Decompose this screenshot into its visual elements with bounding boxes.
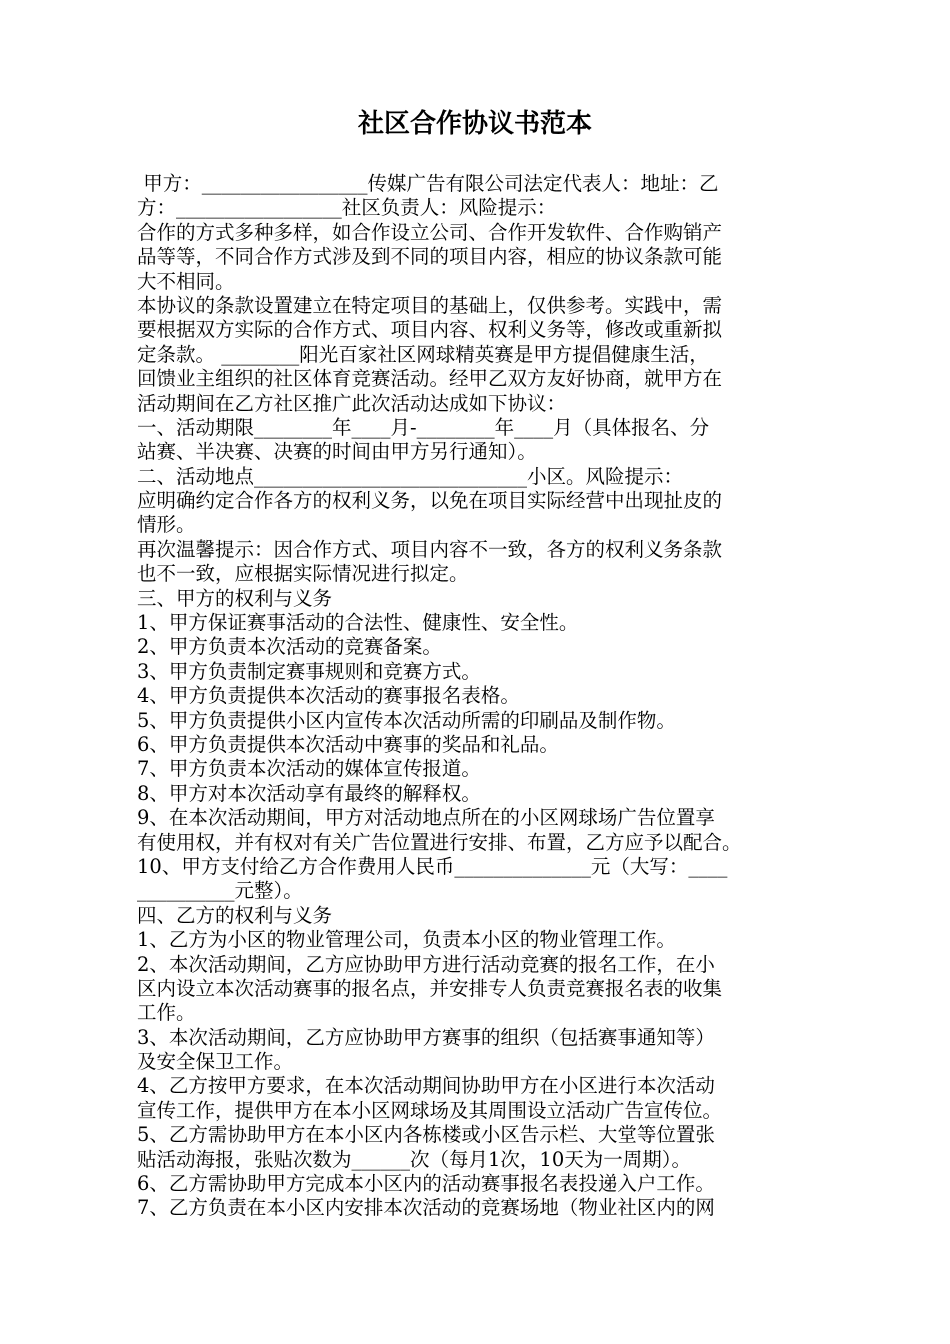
text-line: 品等等，不同合作方式涉及到不同的项目内容，相应的协议条款可能 (137, 245, 723, 269)
text-line: 区内设立本次活动赛事的报名点，并安排专人负责竞赛报名表的收集 (137, 976, 723, 1000)
text-line: 回馈业主组织的社区体育竞赛活动。经甲乙双方友好协商，就甲方在 (137, 367, 723, 391)
section-heading: 三、甲方的权利与义务 (137, 586, 333, 610)
text-line: 甲方：_________________传媒广告有限公司法定代表人：地址：乙 (137, 172, 719, 195)
text-line: 10、甲方支付给乙方合作费用人民币______________元（大写：____ (137, 854, 728, 878)
text-line: 活动期间在乙方社区推广此次活动达成如下协议： (137, 391, 567, 415)
text-line: 二、活动地点____________________________小区。风险提示： (137, 464, 684, 488)
text-line: 工作。 (137, 1001, 196, 1025)
text-line: 1、甲方保证赛事活动的合法性、健康性、安全性。 (137, 611, 579, 635)
text-line: 9、在本次活动期间，甲方对活动地点所在的小区网球场广告位置享 (137, 806, 715, 830)
text-line: 定条款。 ________阳光百家社区网球精英赛是甲方提倡健康生活， (137, 342, 709, 366)
text-line: 3、甲方负责制定赛事规则和竞赛方式。 (137, 659, 481, 683)
section-heading: 四、乙方的权利与义务 (137, 903, 333, 927)
text-line: __________元整）。 (137, 879, 303, 903)
text-line: 6、甲方负责提供本次活动中赛事的奖品和礼品。 (137, 732, 559, 756)
text-line: 4、乙方按甲方要求，在本次活动期间协助甲方在小区进行本次活动 (137, 1074, 715, 1098)
text-line: 也不一致，应根据实际情况进行拟定。 (137, 562, 469, 586)
text-line: 本协议的条款设置建立在特定项目的基础上，仅供参考。实践中，需 (137, 293, 723, 317)
text-line: 方：_________________社区负责人：风险提示： (137, 196, 557, 220)
text-line: 5、甲方负责提供小区内宣传本次活动所需的印刷品及制作物。 (137, 708, 676, 732)
text-line: 合作的方式多种多样，如合作设立公司、合作开发软件、合作购销产 (137, 220, 723, 244)
text-line: 情形。 (137, 513, 196, 537)
text-line: 应明确约定合作各方的权利义务，以免在项目实际经营中出现扯皮的 (137, 489, 723, 513)
text-line: 7、乙方负责在本小区内安排本次活动的竞赛场地（物业社区内的网 (137, 1196, 715, 1220)
text-line: 3、本次活动期间，乙方应协助甲方赛事的组织（包括赛事通知等） (137, 1025, 715, 1049)
text-line: 贴活动海报，张贴次数为______次（每月1次，10天为一周期）。 (137, 1147, 691, 1171)
text-line: 站赛、半决赛、决赛的时间由甲方另行通知）。 (137, 440, 537, 464)
text-line: 宣传工作，提供甲方在本小区网球场及其周围设立活动广告宣传位。 (137, 1098, 723, 1122)
text-line: 一、活动期限________年____月-________年____月（具体报名、分 (137, 415, 710, 439)
text-line: 2、本次活动期间，乙方应协助甲方进行活动竞赛的报名工作，在小 (137, 952, 715, 976)
text-line: 5、乙方需协助甲方在本小区内各栋楼或小区告示栏、大堂等位置张 (137, 1123, 715, 1147)
text-line: 2、甲方负责本次活动的竞赛备案。 (137, 635, 442, 659)
text-line: 大不相同。 (137, 269, 235, 293)
text-line: 再次温馨提示：因合作方式、项目内容不一致，各方的权利义务条款 (137, 537, 723, 561)
text-line: 1、乙方为小区的物业管理公司，负责本小区的物业管理工作。 (137, 928, 676, 952)
text-line: 7、甲方负责本次活动的媒体宣传报道。 (137, 757, 481, 781)
text-line: 8、甲方对本次活动享有最终的解释权。 (137, 781, 481, 805)
text-line: 4、甲方负责提供本次活动的赛事报名表格。 (137, 684, 520, 708)
text-line: 及安全保卫工作。 (137, 1050, 294, 1074)
text-line: 有使用权，并有权对有关广告位置进行安排、布置，乙方应予以配合。 (137, 830, 742, 854)
document-body (137, 172, 817, 1221)
document-title: 社区合作协议书范本 (357, 109, 592, 139)
text-line: 6、乙方需协助甲方完成本小区内的活动赛事报名表投递入户工作。 (137, 1172, 715, 1196)
text-line: 要根据双方实际的合作方式、项目内容、权利义务等，修改或重新拟 (137, 318, 723, 342)
